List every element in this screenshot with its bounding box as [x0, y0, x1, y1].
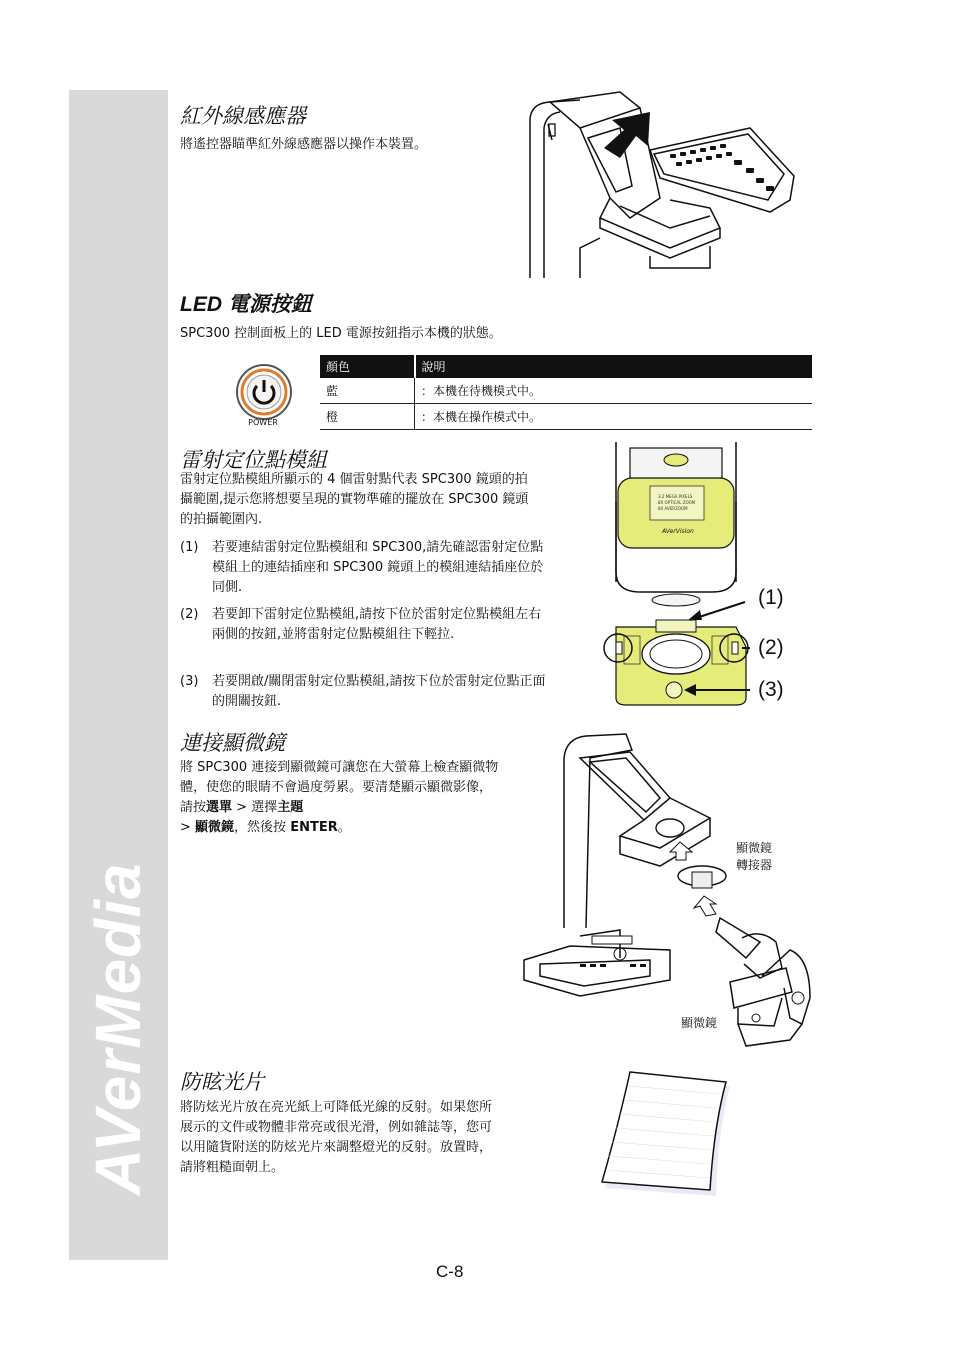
table-row: [320, 404, 812, 430]
table-header-desc: 說明: [415, 355, 813, 378]
table-row: [320, 378, 812, 404]
adapter-label-line2: 轉接器: [736, 858, 773, 872]
microscope-body-text: 將 SPC300 連接到顯微鏡可讓您在大螢幕上檢查顯微物體，使您的眼睛不會過度勞累。要清楚顯示顯微影像，請按: [180, 760, 499, 815]
adapter-label-line1: 顯微鏡: [736, 841, 773, 855]
table-cell-desc: ：本機在操作模式中。: [415, 404, 813, 430]
svg-text:3.2 MEGA PIXELS: 3.2 MEGA PIXELS: [658, 494, 693, 499]
laser-item-text: 若要卸下雷射定位點模組,請按下位於雷射定位點模組左右兩側的按鈕,並將雷射定位點模組往下輕拉.: [212, 607, 542, 642]
laser-title: 雷射定位點模組: [180, 448, 327, 472]
laser-item-1: [180, 538, 550, 600]
table-cell-color: 橙: [320, 404, 415, 430]
laser-item-num: (2): [180, 607, 199, 622]
table-header-color: 顏色: [320, 355, 415, 378]
table-header-row: [320, 355, 812, 378]
ir-remote-illustration: [520, 88, 800, 278]
laser-module-illustration: [600, 442, 800, 712]
table-cell-color: 藍: [320, 378, 415, 404]
microscope-title: 連接顯微鏡: [180, 731, 285, 755]
ir-title: 紅外線感應器: [180, 104, 306, 128]
laser-item-text: 若要連結雷射定位點模組和 SPC300,請先確認雷射定位點模組上的連結插座和 SPC300 鏡頭上的模組連結插座位於同側.: [212, 540, 544, 595]
table-cell-desc: ：本機在待機模式中。: [415, 378, 813, 404]
antiglare-sheet-illustration: [598, 1070, 738, 1200]
microscope-body: [180, 758, 500, 838]
led-body: SPC300 控制面板上的 LED 電源按鈕指示本機的狀態。: [180, 326, 502, 341]
mid-text: ，然後按: [234, 820, 291, 835]
laser-item-num: (1): [180, 540, 199, 555]
menu-keyword: 選單: [206, 800, 233, 815]
led-status-table: [320, 355, 812, 430]
antiglare-body: 將防炫光片放在亮光紙上可降低光線的反射。如果您所展示的文件或物體非常亮或很光滑，例如雜誌等，您可以用隨貨附送的防炫光片來調整燈光的反射。放置時，請將粗糙面朝上。: [180, 1100, 493, 1175]
laser-body: 雷射定位點模組所顯示的 4 個雷射點代表 SPC300 鏡頭的拍攝範圍,提示您將想要呈現的實物準確的擺放在 SPC300 鏡頭的拍攝範圍內.: [180, 472, 529, 527]
microscope-label: 顯微鏡: [681, 1016, 718, 1030]
antiglare-title: 防眩光片: [180, 1070, 264, 1094]
svg-text:8X AVERZOOM: 8X AVERZOOM: [658, 506, 688, 511]
microscope-illustration: [520, 728, 820, 1058]
page-number: C-8: [436, 1262, 464, 1281]
brand-logo: AVerMedia: [82, 862, 154, 1195]
ir-body: 將遙控器瞄準紅外線感應器以操作本裝置。: [180, 137, 428, 152]
laser-item-num: (3): [180, 674, 199, 689]
laser-item-2: [180, 605, 550, 667]
enter-keyword: ENTER: [290, 820, 338, 835]
led-title: LED 電源按鈕: [180, 293, 312, 316]
callout-2: (2): [758, 636, 784, 659]
callout-3: (3): [758, 678, 784, 701]
laser-item-text: 若要開啟/關閉雷射定位點模組,請按下位於雷射定位點正面的開關按鈕.: [212, 674, 546, 709]
laser-item-3: [180, 672, 550, 714]
svg-text:8X OPTICAL ZOOM: 8X OPTICAL ZOOM: [658, 500, 696, 505]
scope-keyword: 顯微鏡: [195, 820, 235, 835]
power-label: POWER: [248, 418, 278, 427]
module-brand-label: AVerVision: [662, 528, 694, 535]
sep-text: > 選擇: [232, 800, 278, 815]
main-keyword: 主題: [277, 800, 304, 815]
end-text: 。: [337, 820, 351, 835]
callout-1: (1): [758, 586, 784, 609]
sep-text: >: [180, 820, 196, 835]
